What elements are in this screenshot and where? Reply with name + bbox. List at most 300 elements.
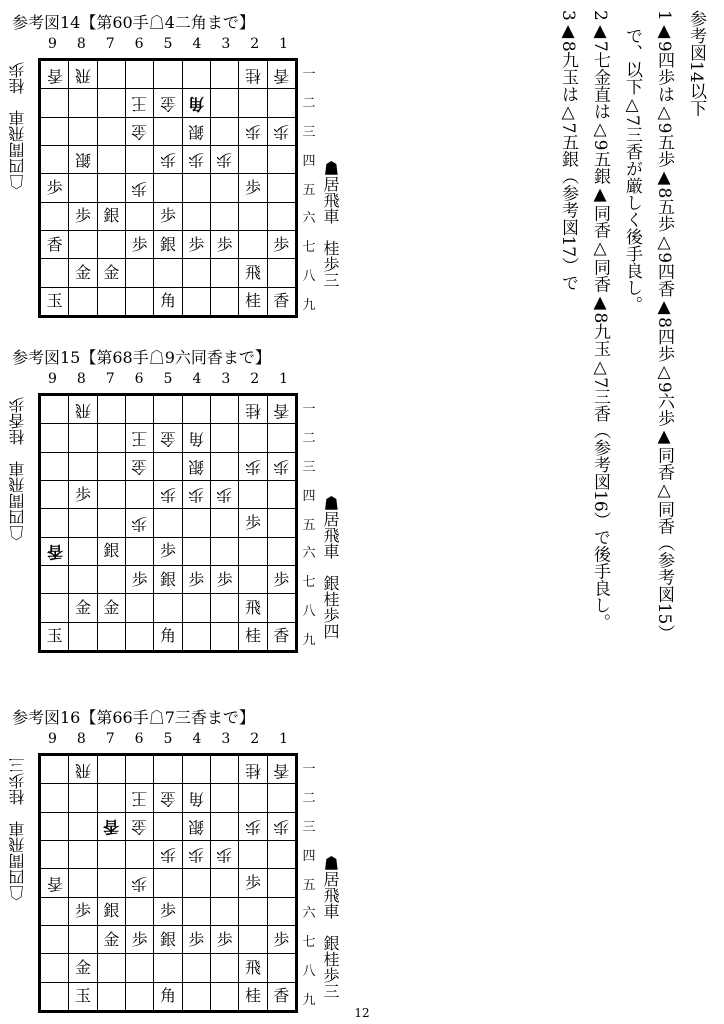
rank-label: 三: [302, 459, 316, 475]
commentary-line: 参考図14以下: [686, 10, 706, 117]
gote-pieces-in-hand: ☖四間飛車 桂歩: [8, 62, 27, 190]
board-square: [41, 756, 69, 784]
board-square: 歩: [267, 452, 295, 480]
rank-label: 五: [302, 517, 316, 533]
board-square: [125, 145, 153, 173]
page-number: 12: [354, 1006, 370, 1020]
board-square: [154, 954, 182, 982]
board-square: [97, 117, 125, 145]
board-square: 歩: [125, 925, 153, 953]
board-square: [41, 925, 69, 953]
board-square: [69, 622, 97, 650]
board-square: [154, 117, 182, 145]
board-square: [69, 174, 97, 202]
board-square: 歩: [267, 117, 295, 145]
board-square: 香: [267, 622, 295, 650]
board-square: [239, 897, 267, 925]
diagram-title: 参考図15【第68手☖9六同香まで】: [12, 348, 271, 367]
board-square: [182, 174, 210, 202]
file-label: 2: [250, 36, 260, 52]
board-square: [210, 756, 238, 784]
file-label: 3: [221, 371, 231, 387]
board-square: [69, 509, 97, 537]
board-square: [41, 117, 69, 145]
board-square: 角: [182, 784, 210, 812]
board-square: [239, 424, 267, 452]
board-square: [154, 812, 182, 840]
board-square: [154, 452, 182, 480]
board-square: [125, 954, 153, 982]
file-label: 4: [192, 731, 202, 747]
board-square: [125, 594, 153, 622]
board-square: [210, 784, 238, 812]
rank-label: 二: [302, 95, 316, 111]
board-square: [239, 480, 267, 508]
board-square: 香: [267, 756, 295, 784]
board-square: 角: [154, 622, 182, 650]
board-square: [154, 509, 182, 537]
file-label: 9: [47, 371, 57, 387]
board-square: 金: [69, 954, 97, 982]
commentary-line: 1▲9四歩は△9五歩▲8五歩△9四香▲8四歩△9六歩▲同香△同香（参考図15）: [654, 10, 674, 642]
board-square: [267, 509, 295, 537]
board-square: 歩: [182, 840, 210, 868]
board-square: 玉: [41, 622, 69, 650]
board-square: [267, 202, 295, 230]
board-square: [125, 537, 153, 565]
board-square: [182, 61, 210, 89]
board-square: [41, 784, 69, 812]
board-square: [267, 480, 295, 508]
board-square: [210, 117, 238, 145]
rank-label: 七: [302, 575, 316, 591]
board-square: [267, 89, 295, 117]
board-square: 歩: [239, 869, 267, 897]
diagram-title: 参考図16【第66手☖7三香まで】: [12, 708, 255, 727]
board-square: 歩: [125, 174, 153, 202]
board-square: [69, 925, 97, 953]
board-square: 歩: [239, 509, 267, 537]
board-square: [69, 812, 97, 840]
board-square: 歩: [125, 509, 153, 537]
shogi-board: [38, 393, 298, 653]
sente-pieces-in-hand: ☗居飛車 桂歩三: [321, 160, 340, 288]
rank-labels: [300, 393, 318, 653]
board-square: [97, 565, 125, 593]
board-square: [182, 396, 210, 424]
file-label: 8: [76, 36, 86, 52]
gote-pieces-in-hand: ☖四間飛車 桂歩三: [8, 757, 27, 901]
board-square: 銀: [97, 202, 125, 230]
board-square: 歩: [69, 202, 97, 230]
board-square: 桂: [239, 622, 267, 650]
board-square: 歩: [182, 145, 210, 173]
file-labels: [38, 371, 298, 387]
board-square: 角: [182, 89, 210, 117]
rank-label: 五: [302, 182, 316, 198]
board-square: 飛: [239, 594, 267, 622]
board-square: [69, 230, 97, 258]
board-square: [210, 622, 238, 650]
board-square: [97, 869, 125, 897]
board-square: 歩: [154, 897, 182, 925]
file-label: 4: [192, 371, 202, 387]
board-square: [69, 784, 97, 812]
board-square: [125, 756, 153, 784]
board-square: 銀: [154, 565, 182, 593]
board-square: [182, 954, 210, 982]
board-square: [267, 954, 295, 982]
file-label: 6: [134, 36, 144, 52]
board-square: [210, 594, 238, 622]
board-square: 歩: [69, 897, 97, 925]
board-square: [125, 61, 153, 89]
board-square: [210, 174, 238, 202]
board-square: [267, 897, 295, 925]
board-square: 王: [125, 784, 153, 812]
board-square: [182, 537, 210, 565]
board-square: [125, 396, 153, 424]
board-square: 銀: [154, 925, 182, 953]
board-square: [69, 287, 97, 315]
board-square: 玉: [41, 287, 69, 315]
board-square: [41, 565, 69, 593]
board-square: 桂: [239, 982, 267, 1010]
commentary-line: で、以下△7三香が厳しく後手良し。: [622, 10, 642, 313]
rank-label: 七: [302, 935, 316, 951]
board-square: 歩: [239, 117, 267, 145]
board-square: 飛: [239, 954, 267, 982]
board-square: 歩: [239, 812, 267, 840]
board-square: [69, 537, 97, 565]
board-square: 歩: [154, 537, 182, 565]
board-square: [41, 897, 69, 925]
board-square: 角: [154, 287, 182, 315]
board-square: 金: [154, 424, 182, 452]
board-square: 歩: [154, 145, 182, 173]
board-square: 歩: [210, 145, 238, 173]
board-square: [267, 537, 295, 565]
board-square: [41, 452, 69, 480]
board-square: [210, 396, 238, 424]
board-square: 金: [154, 89, 182, 117]
board-square: [97, 756, 125, 784]
board-square: [97, 287, 125, 315]
board-square: [97, 452, 125, 480]
board-square: [154, 61, 182, 89]
commentary-line: 2▲7七金直は△9五銀▲同香△同香▲8九玉△7三香（参考図16）で後手良し。: [590, 10, 610, 631]
rank-label: 八: [302, 604, 316, 620]
board-square: 歩: [182, 480, 210, 508]
board-square: [97, 230, 125, 258]
board-square: 歩: [182, 925, 210, 953]
board-square: 香: [41, 537, 69, 565]
shogi-board: [38, 58, 298, 318]
board-square: [97, 840, 125, 868]
board-square: 金: [69, 259, 97, 287]
board-square: [41, 954, 69, 982]
board-square: [267, 145, 295, 173]
board-square: 歩: [210, 480, 238, 508]
board-square: [41, 396, 69, 424]
board-square: [210, 812, 238, 840]
rank-label: 九: [302, 993, 316, 1009]
board-square: 飛: [69, 396, 97, 424]
board-square: 金: [97, 259, 125, 287]
rank-label: 六: [302, 546, 316, 562]
board-square: [97, 174, 125, 202]
board-square: 歩: [267, 230, 295, 258]
board-square: [182, 897, 210, 925]
board-square: [69, 840, 97, 868]
rank-label: 三: [302, 819, 316, 835]
board-square: 金: [97, 925, 125, 953]
board-square: [210, 897, 238, 925]
board-square: [182, 594, 210, 622]
board-square: 桂: [239, 396, 267, 424]
file-label: 7: [105, 731, 115, 747]
board-square: 王: [125, 89, 153, 117]
board-square: 歩: [154, 840, 182, 868]
board-square: [154, 594, 182, 622]
board-square: [210, 287, 238, 315]
board-square: [267, 594, 295, 622]
board-square: [267, 784, 295, 812]
board-square: [210, 89, 238, 117]
board-square: [182, 622, 210, 650]
board-square: 銀: [182, 812, 210, 840]
board-square: 角: [154, 982, 182, 1010]
board-square: [239, 537, 267, 565]
board-square: 玉: [69, 982, 97, 1010]
board-square: [125, 259, 153, 287]
rank-label: 四: [302, 848, 316, 864]
board-square: 飛: [69, 756, 97, 784]
board-square: [239, 89, 267, 117]
board-square: [239, 784, 267, 812]
board-square: [69, 869, 97, 897]
diagram-title: 参考図14【第60手☖4二角まで】: [12, 13, 255, 32]
board-square: [210, 509, 238, 537]
rank-label: 九: [302, 633, 316, 649]
board-square: [97, 509, 125, 537]
file-label: 6: [134, 731, 144, 747]
board-square: 歩: [154, 480, 182, 508]
rank-label: 七: [302, 240, 316, 256]
board-square: 香: [41, 869, 69, 897]
sente-pieces-in-hand: ☗居飛車 銀桂歩四: [321, 495, 340, 639]
file-label: 7: [105, 36, 115, 52]
board-square: 香: [267, 396, 295, 424]
board-square: 歩: [125, 565, 153, 593]
board-square: 香: [97, 812, 125, 840]
rank-label: 一: [302, 761, 316, 777]
rank-label: 八: [302, 964, 316, 980]
file-label: 8: [76, 371, 86, 387]
board-square: [154, 396, 182, 424]
board-square: [239, 202, 267, 230]
board-square: 香: [267, 61, 295, 89]
board-square: 角: [182, 424, 210, 452]
board-square: [267, 259, 295, 287]
board-square: [154, 259, 182, 287]
board-square: 歩: [182, 565, 210, 593]
board-square: 桂: [239, 61, 267, 89]
rank-labels: [300, 58, 318, 318]
board-square: 金: [125, 812, 153, 840]
board-square: [210, 869, 238, 897]
board-square: [41, 202, 69, 230]
board-square: [97, 396, 125, 424]
board-square: [154, 756, 182, 784]
board-square: 香: [267, 287, 295, 315]
file-label: 1: [279, 731, 289, 747]
file-label: 1: [279, 36, 289, 52]
commentary-line: 3▲8九玉は△7五銀（参考図17）で: [558, 10, 578, 292]
board-square: [125, 897, 153, 925]
board-square: [210, 259, 238, 287]
board-square: [97, 61, 125, 89]
board-square: [267, 424, 295, 452]
board-square: 香: [41, 61, 69, 89]
file-label: 9: [47, 731, 57, 747]
board-square: [69, 565, 97, 593]
board-square: 歩: [154, 202, 182, 230]
board-square: 金: [69, 594, 97, 622]
board-square: 歩: [182, 230, 210, 258]
file-label: 2: [250, 731, 260, 747]
board-square: [41, 89, 69, 117]
board-square: [182, 202, 210, 230]
board-square: [97, 784, 125, 812]
board-square: 王: [125, 424, 153, 452]
board-square: [41, 145, 69, 173]
file-label: 4: [192, 36, 202, 52]
board-square: 銀: [97, 897, 125, 925]
file-label: 2: [250, 371, 260, 387]
rank-label: 四: [302, 153, 316, 169]
board-square: [239, 565, 267, 593]
board-square: [125, 480, 153, 508]
board-square: [125, 840, 153, 868]
board-square: 歩: [210, 565, 238, 593]
rank-label: 三: [302, 124, 316, 140]
board-square: [154, 869, 182, 897]
board-square: [210, 61, 238, 89]
rank-label: 二: [302, 790, 316, 806]
board-square: 桂: [239, 287, 267, 315]
board-square: 銀: [182, 117, 210, 145]
board-square: [41, 424, 69, 452]
board-square: [69, 89, 97, 117]
board-square: 歩: [267, 565, 295, 593]
board-square: [182, 259, 210, 287]
board-square: 香: [267, 982, 295, 1010]
rank-label: 六: [302, 211, 316, 227]
board-square: [154, 174, 182, 202]
file-labels: [38, 36, 298, 52]
board-square: 桂: [239, 756, 267, 784]
commentary: [552, 10, 712, 710]
board-square: [41, 594, 69, 622]
file-label: 3: [221, 36, 231, 52]
board-square: [239, 840, 267, 868]
board-square: 銀: [154, 230, 182, 258]
board-square: 金: [125, 117, 153, 145]
board-square: 歩: [210, 230, 238, 258]
board-square: 金: [154, 784, 182, 812]
board-square: [125, 202, 153, 230]
rank-label: 八: [302, 269, 316, 285]
file-label: 1: [279, 371, 289, 387]
board-square: 金: [125, 452, 153, 480]
board-square: [41, 480, 69, 508]
board-square: [182, 869, 210, 897]
board-square: [239, 230, 267, 258]
board-square: [125, 287, 153, 315]
board-square: [267, 869, 295, 897]
file-label: 5: [163, 371, 173, 387]
rank-label: 九: [302, 298, 316, 314]
board-square: [210, 424, 238, 452]
file-label: 6: [134, 371, 144, 387]
board-square: 金: [97, 594, 125, 622]
board-square: 歩: [267, 925, 295, 953]
board-square: [97, 424, 125, 452]
board-square: 歩: [267, 812, 295, 840]
board-square: 銀: [182, 452, 210, 480]
rank-label: 一: [302, 401, 316, 417]
file-label: 3: [221, 731, 231, 747]
board-square: 飛: [239, 259, 267, 287]
board-square: [182, 287, 210, 315]
file-label: 7: [105, 371, 115, 387]
board-square: 歩: [210, 840, 238, 868]
board-square: [69, 117, 97, 145]
rank-label: 五: [302, 877, 316, 893]
board-square: [41, 840, 69, 868]
board-square: 歩: [41, 174, 69, 202]
board-square: [97, 89, 125, 117]
sente-pieces-in-hand: ☗居飛車 銀桂歩三: [321, 855, 340, 999]
board-square: [210, 954, 238, 982]
board-square: 歩: [125, 230, 153, 258]
board-square: [69, 452, 97, 480]
board-square: [239, 145, 267, 173]
board-square: 銀: [69, 145, 97, 173]
board-square: [267, 174, 295, 202]
board-square: [210, 202, 238, 230]
gote-pieces-in-hand: ☖四間飛車 桂香歩: [8, 397, 27, 541]
board-square: 飛: [69, 61, 97, 89]
board-square: [69, 424, 97, 452]
board-square: [41, 259, 69, 287]
rank-label: 二: [302, 430, 316, 446]
board-square: 香: [41, 230, 69, 258]
file-label: 5: [163, 36, 173, 52]
board-square: [97, 480, 125, 508]
board-square: [41, 812, 69, 840]
board-square: [41, 509, 69, 537]
board-square: [182, 756, 210, 784]
board-square: [182, 509, 210, 537]
board-square: [125, 622, 153, 650]
board-square: [267, 840, 295, 868]
rank-label: 一: [302, 66, 316, 82]
board-square: 銀: [97, 537, 125, 565]
board-square: 歩: [210, 925, 238, 953]
board-square: 歩: [239, 174, 267, 202]
